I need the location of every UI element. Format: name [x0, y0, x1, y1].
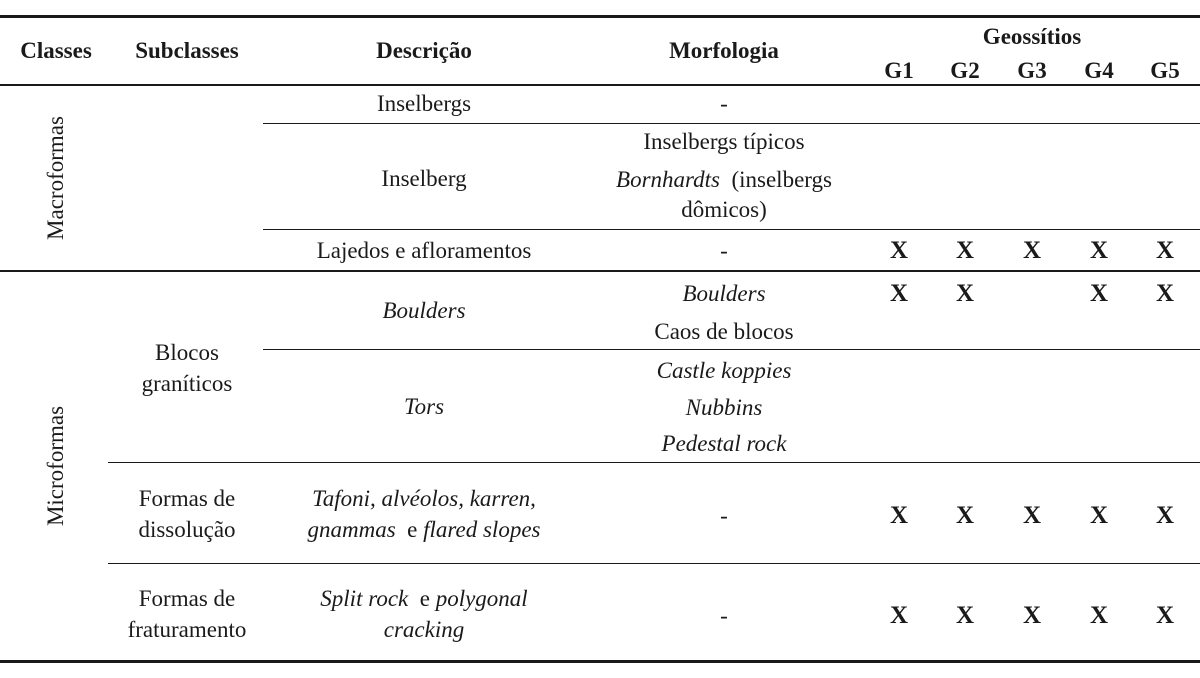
bottom-rule — [0, 660, 1200, 663]
class-macroformas: Macroformas — [43, 116, 68, 240]
header-subclasses: Subclasses — [135, 38, 239, 63]
morph-nubbins: Nubbins — [685, 395, 763, 420]
morph-bornhardts-term: Bornhardts — [616, 167, 720, 192]
desc-polygonal: polygonal — [435, 586, 528, 611]
mark-dissolucao-g3: X — [1022, 502, 1042, 529]
header-g3: G3 — [1017, 58, 1047, 83]
morph-castle-koppies: Castle koppies — [656, 358, 792, 383]
header-g5: G5 — [1150, 58, 1180, 83]
desc-gnammas — [308, 517, 541, 543]
header-classes: Classes — [20, 38, 92, 63]
header-descricao: Descrição — [376, 38, 472, 63]
row-rule — [263, 229, 1200, 230]
morph-inselbergs-tipicos: Inselbergs típicos — [643, 129, 805, 154]
desc-gnammas-conj: e — [407, 517, 418, 542]
desc-inselberg: Inselberg — [381, 166, 467, 191]
mark-lajedos-g4: X — [1089, 237, 1109, 264]
mark-dissolucao-g1: X — [889, 502, 909, 529]
header-rule — [0, 84, 1200, 86]
morph-lajedos: - — [720, 238, 728, 263]
mark-boulders-g2: X — [955, 280, 975, 307]
desc-tafoni: Tafoni, alvéolos, karren, — [312, 486, 536, 511]
subclass-dissolucao-line1: Formas de — [138, 486, 236, 511]
mark-boulders-g5: X — [1155, 280, 1175, 307]
mark-fraturamento-g1: X — [889, 602, 909, 629]
morph-inselbergs: - — [720, 91, 728, 116]
subclass-fraturamento-line2: fraturamento — [127, 617, 247, 642]
mark-lajedos-g1: X — [889, 237, 909, 264]
row-rule — [108, 462, 1200, 463]
subclass-fraturamento-line1: Formas de — [138, 586, 236, 611]
header-g2: G2 — [950, 58, 980, 83]
morph-fraturamento: - — [720, 603, 728, 628]
mark-fraturamento-g4: X — [1089, 602, 1109, 629]
subclass-dissolucao-line2: dissolução — [138, 517, 236, 542]
mark-dissolucao-g2: X — [955, 502, 975, 529]
header-g4: G4 — [1084, 58, 1114, 83]
morph-boulders: Boulders — [682, 281, 766, 306]
subclass-blocos-line2: graníticos — [141, 371, 233, 396]
desc-split-rock-term: Split rock — [320, 586, 409, 611]
desc-gnammas-term: gnammas — [307, 517, 396, 542]
subclass-blocos-line1: Blocos — [155, 340, 219, 365]
mark-boulders-g4: X — [1089, 280, 1109, 307]
desc-boulders: Boulders — [382, 298, 466, 323]
desc-inselbergs: Inselbergs — [376, 91, 472, 116]
morph-dissolucao: - — [720, 503, 728, 528]
mark-lajedos-g3: X — [1022, 237, 1042, 264]
morph-caos-de-blocos: Caos de blocos — [654, 319, 794, 344]
mark-dissolucao-g4: X — [1089, 502, 1109, 529]
mark-boulders-g1: X — [889, 280, 909, 307]
header-geossitios: Geossítios — [982, 24, 1082, 49]
mark-lajedos-g2: X — [955, 237, 975, 264]
row-rule — [108, 563, 1200, 564]
desc-lajedos: Lajedos e afloramentos — [316, 238, 532, 263]
desc-split-rock — [320, 586, 527, 612]
mark-fraturamento-g5: X — [1155, 602, 1175, 629]
section-rule — [0, 270, 1200, 272]
desc-flared-slopes: flared slopes — [423, 517, 541, 542]
header-morfologia: Morfologia — [669, 38, 779, 63]
morph-pedestal-rock: Pedestal rock — [661, 431, 787, 456]
mark-dissolucao-g5: X — [1155, 502, 1175, 529]
desc-cracking: cracking — [383, 617, 465, 642]
row-rule — [263, 349, 1200, 350]
desc-split-rock-conj: e — [419, 586, 430, 611]
morph-bornhardts-note: (inselbergs — [731, 167, 832, 192]
header-g1: G1 — [884, 58, 914, 83]
mark-fraturamento-g3: X — [1022, 602, 1042, 629]
top-rule — [0, 15, 1200, 18]
mark-fraturamento-g2: X — [955, 602, 975, 629]
morph-bornhardts — [616, 167, 832, 193]
class-microformas: Microformas — [43, 405, 68, 527]
desc-tors: Tors — [403, 394, 445, 419]
row-rule — [263, 123, 1200, 124]
morph-domicos: dômicos) — [681, 197, 767, 222]
mark-lajedos-g5: X — [1155, 237, 1175, 264]
